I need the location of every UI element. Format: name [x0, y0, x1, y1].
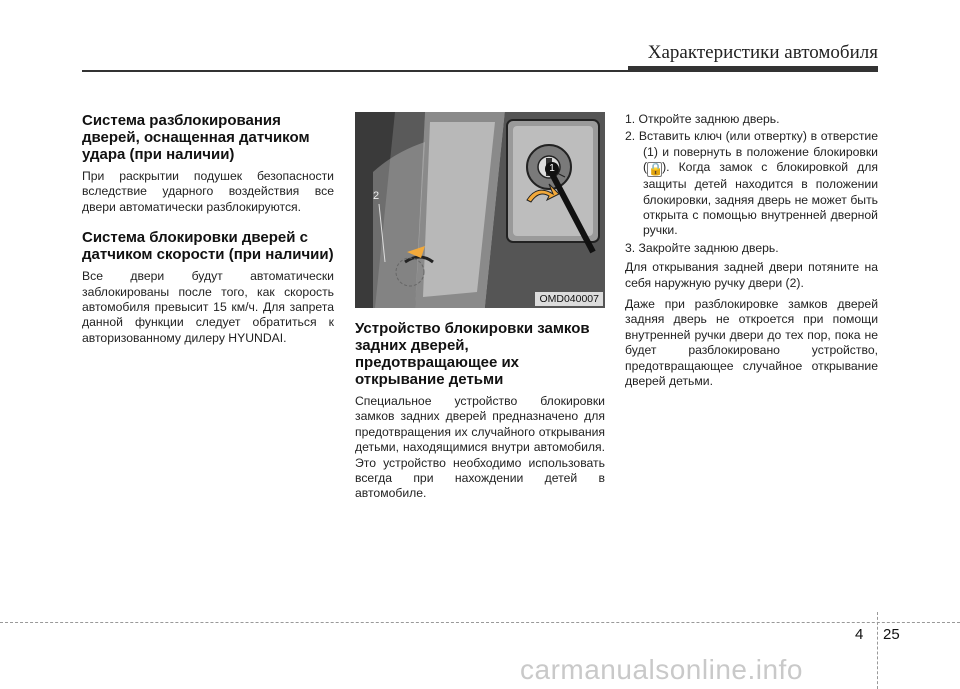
- watermark: carmanualsonline.info: [520, 654, 803, 685]
- step-2-text-a: 2. Вставить ключ (или отвертку) в отверстие (1) и повернуть в положение блокировки (: [625, 129, 878, 175]
- lock-icon: 🔒: [648, 162, 664, 177]
- heading-child-lock: Устройство блокировки замков задних дверей, предотвращающее их открывание детьми: [355, 320, 590, 388]
- callout-label-2: 2: [373, 190, 380, 202]
- chapter-number: 4: [855, 626, 864, 643]
- heading-impact-unlock: Система разблокирования дверей, оснащенная датчиком удара (при наличии): [82, 112, 310, 163]
- footer-divider: [877, 612, 878, 689]
- footer-rule: [0, 622, 960, 623]
- paragraph-speed-lock: Все двери будут автоматически заблокированы после того, как скорость автомобиля превысит 15 км/ч. Для запрета данной функции следует обратиться к авторизованному дилеру HYUNDAI.: [82, 269, 334, 345]
- paragraph-child-lock: Специальное устройство блокировки замков задних дверей предназначено для предотвращения их случайного открывания детьми, находящимися внутри автомобиля. Это устройство необходимо использовать всегда при нахождении детей в автомобиле.: [355, 394, 605, 501]
- step-3: 3. Закройте заднюю дверь.: [625, 240, 779, 255]
- step-1: 1. Откройте заднюю дверь.: [625, 112, 780, 126]
- steps-list: [625, 112, 878, 256]
- figure-code: OMD040007: [535, 292, 603, 306]
- paragraph-unlock-note: Даже при разблокировке замков дверей задняя дверь не откроется при помощи внутренней ручки двери до тех пор, пока не будет разблокировано устройство, предотвращающее случайное открывание дверей детьми.: [625, 297, 878, 389]
- door-illustration: [355, 112, 605, 308]
- step-2: [625, 129, 878, 238]
- callout-label-1: 1: [545, 162, 559, 176]
- column-middle: [355, 112, 605, 502]
- section-header-title: Характеристики автомобиля: [647, 42, 878, 63]
- child-lock-illustration: [355, 112, 605, 308]
- column-right: [625, 112, 878, 390]
- column-left: [82, 112, 334, 346]
- paragraph-impact-unlock: При раскрытии подушек безопасности вследствие ударного воздействия все двери автоматически разблокируются.: [82, 169, 334, 214]
- page-number: 25: [883, 626, 900, 643]
- paragraph-outer-handle: Для открывания задней двери потяните на себя наружную ручку двери (2).: [625, 260, 878, 290]
- heading-speed-lock: Система блокировки дверей с датчиком скорости (при наличии): [82, 229, 334, 264]
- step-2-text-b: ). Когда замок с блокировкой для защиты детей находится в положении блокировки, задняя дверь не может быть открыта с помощью внутренней дверной ручки.: [643, 160, 878, 238]
- header-rule: [82, 70, 878, 72]
